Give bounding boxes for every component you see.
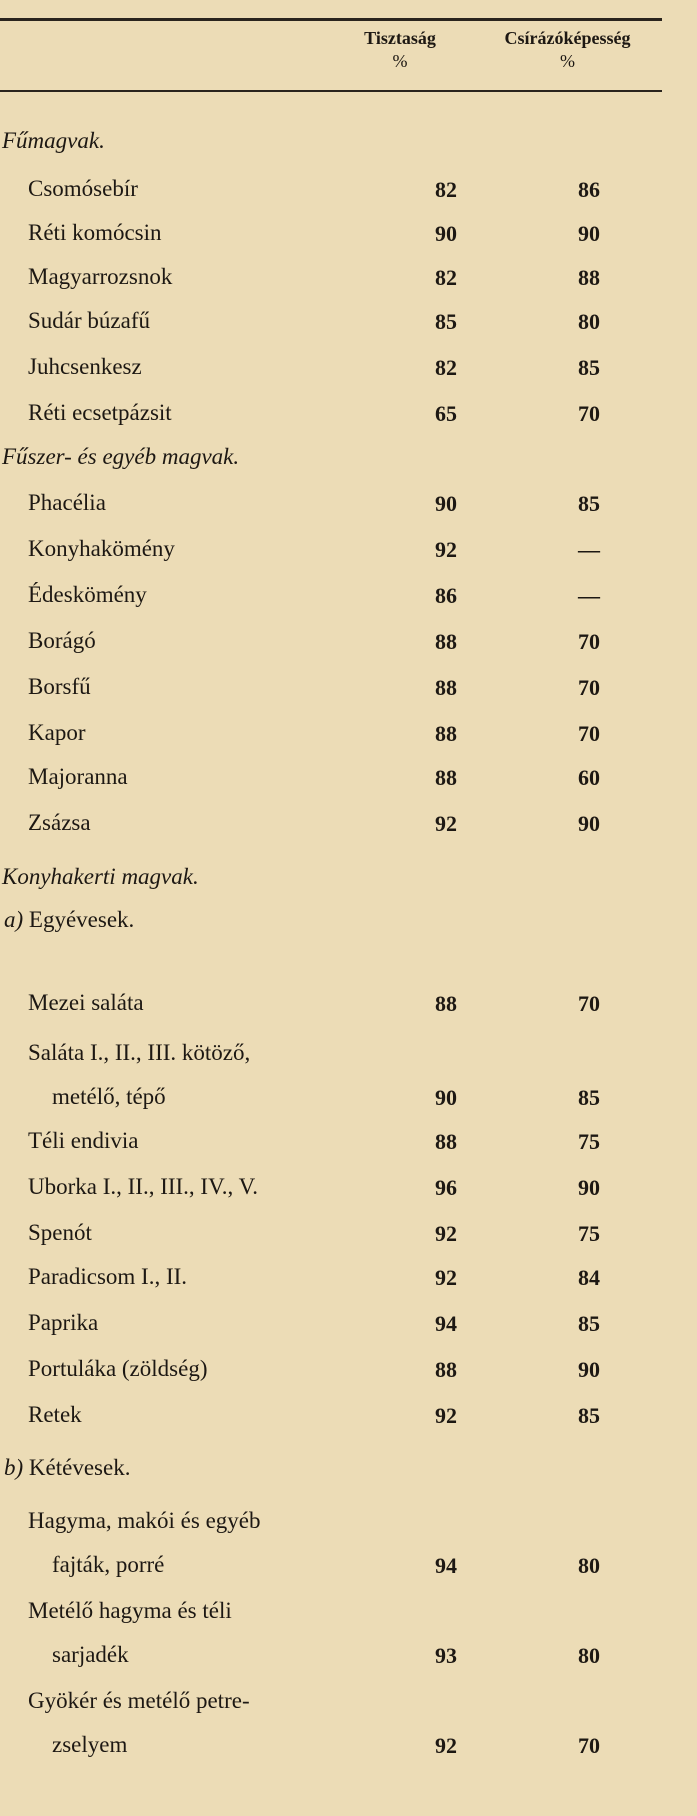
seed-name: Paprika [28, 1310, 99, 1335]
seed-name: Phacélia [28, 490, 106, 515]
germination-value: 90 [578, 221, 600, 246]
table-row [0, 574, 697, 618]
seed-name: Téli endivia [28, 1128, 139, 1153]
seed-name: Borsfű [28, 674, 91, 699]
section-title-grass: Fűmagvak. [2, 128, 105, 153]
germination-value: 85 [578, 1311, 600, 1336]
seed-name: Retek [28, 1402, 82, 1427]
seed-name: Portuláka (zöldség) [28, 1356, 208, 1381]
germination-value: 90 [578, 1357, 600, 1382]
table-row [0, 1500, 697, 1588]
purity-value: 88 [435, 721, 457, 746]
germination-value: 70 [578, 721, 600, 746]
seed-name-line1: Gyökér és metélő petre- [28, 1688, 250, 1713]
purity-column-header [345, 28, 455, 72]
seed-name: Uborka I., II., III., IV., V. [28, 1174, 258, 1199]
subsection-title-biennial [4, 1455, 130, 1481]
purity-value: 92 [435, 1221, 457, 1246]
purity-value: 82 [435, 177, 457, 202]
section-title-spice: Fűszer- és egyéb magvak. [2, 444, 240, 469]
purity-value: 88 [435, 629, 457, 654]
germination-column-header [480, 28, 655, 72]
germination-value: 70 [578, 629, 600, 654]
purity-value: 86 [435, 583, 457, 608]
seed-name-line2: sarjadék [52, 1642, 129, 1667]
purity-value: 82 [435, 355, 457, 380]
germination-value: — [578, 537, 600, 562]
seed-name: Kapor [28, 720, 86, 745]
section-title-kitchen: Konyhakerti magvak. [2, 864, 199, 889]
germination-value: 90 [578, 1175, 600, 1200]
table-row [0, 620, 697, 664]
germination-value: 70 [578, 401, 600, 426]
germination-value: 85 [578, 355, 600, 380]
table-row [0, 1302, 697, 1346]
germination-value: 70 [578, 675, 600, 700]
table-row [0, 1590, 697, 1678]
table-row [0, 300, 697, 344]
purity-value: 92 [435, 537, 457, 562]
purity-value: 94 [435, 1311, 457, 1336]
germination-value: 80 [578, 1553, 600, 1578]
germination-header-unit: % [560, 51, 575, 71]
table-row [0, 1212, 697, 1256]
seed-name-line1: Saláta I., II., III. kötöző, [28, 1040, 251, 1065]
table-row [0, 528, 697, 572]
subsection-label: Egyévesek. [28, 907, 135, 932]
germination-value: 75 [578, 1221, 600, 1246]
germination-value: 70 [578, 991, 600, 1016]
table-row [0, 666, 697, 710]
table-row [0, 256, 697, 300]
table-row [0, 712, 697, 756]
germination-value: 84 [578, 1265, 600, 1290]
purity-header-unit: % [392, 51, 408, 71]
table-row [0, 1348, 697, 1392]
germination-value: 75 [578, 1129, 600, 1154]
purity-value: 65 [435, 401, 457, 426]
subsection-letter: b) [4, 1455, 24, 1480]
germination-value: 60 [578, 765, 600, 790]
purity-value: 96 [435, 1175, 457, 1200]
seed-name: Juhcsenkesz [28, 354, 142, 379]
purity-value: 92 [435, 1403, 457, 1428]
seed-name: Konyhakömény [28, 536, 175, 561]
germination-value: 80 [578, 1643, 600, 1668]
germination-value: 90 [578, 811, 600, 836]
germination-value: 88 [578, 265, 600, 290]
table-row [0, 1120, 697, 1164]
subsection-letter: a) [4, 907, 24, 932]
purity-value: 88 [435, 765, 457, 790]
seed-name: Magyarrozsnok [28, 264, 173, 289]
subsection-label: Kétévesek. [28, 1455, 131, 1480]
seed-name: Mezei saláta [28, 990, 144, 1015]
purity-value: 94 [435, 1553, 457, 1578]
table-row [0, 168, 697, 212]
seed-name: Réti komócsin [28, 220, 162, 245]
table-row [0, 212, 697, 256]
germination-value: — [578, 583, 600, 608]
table-row [0, 1032, 697, 1120]
seed-name-line2: zselyem [52, 1732, 128, 1757]
table-row [0, 1256, 697, 1300]
purity-value: 88 [435, 1129, 457, 1154]
seed-name: Paradicsom I., II. [28, 1264, 188, 1289]
seed-name: Borágó [28, 628, 96, 653]
purity-value: 93 [435, 1643, 457, 1668]
purity-value: 90 [435, 1085, 457, 1110]
seed-name-line2: metélő, tépő [52, 1084, 166, 1109]
seed-name-line1: Hagyma, makói és egyéb [28, 1508, 261, 1533]
header-rule [0, 90, 662, 92]
purity-value: 92 [435, 1733, 457, 1758]
germination-header-label: Csírázóképesség [504, 28, 631, 48]
purity-value: 92 [435, 1265, 457, 1290]
germination-value: 70 [578, 1733, 600, 1758]
seed-name: Édeskömény [28, 582, 147, 607]
table-row [0, 802, 697, 846]
seed-name-line1: Metélő hagyma és téli [28, 1598, 232, 1623]
germination-value: 85 [578, 491, 600, 516]
germination-value: 85 [578, 1403, 600, 1428]
germination-value: 80 [578, 309, 600, 334]
purity-value: 90 [435, 221, 457, 246]
table-row [0, 1394, 697, 1438]
germination-value: 85 [578, 1085, 600, 1110]
subsection-title-annual [4, 907, 134, 933]
seed-name: Csomósebír [28, 176, 138, 201]
table-row [0, 1680, 697, 1768]
table-row [0, 482, 697, 526]
seed-name: Majoranna [28, 764, 128, 789]
purity-value: 88 [435, 991, 457, 1016]
table-row [0, 756, 697, 800]
seed-name: Spenót [28, 1220, 92, 1245]
top-rule [0, 18, 662, 21]
table-row [0, 392, 697, 436]
germination-value: 86 [578, 177, 600, 202]
seed-name: Zsázsa [28, 810, 91, 835]
table-row [0, 346, 697, 390]
table-row [0, 1166, 697, 1210]
seed-name-line2: fajták, porré [52, 1552, 165, 1577]
table-row [0, 982, 697, 1026]
seed-name: Sudár búzafű [28, 308, 150, 333]
purity-value: 85 [435, 309, 457, 334]
purity-value: 88 [435, 675, 457, 700]
purity-value: 82 [435, 265, 457, 290]
purity-value: 88 [435, 1357, 457, 1382]
seed-name: Réti ecsetpázsit [28, 400, 172, 425]
purity-value: 92 [435, 811, 457, 836]
purity-value: 90 [435, 491, 457, 516]
purity-header-label: Tisztaság [364, 28, 436, 48]
